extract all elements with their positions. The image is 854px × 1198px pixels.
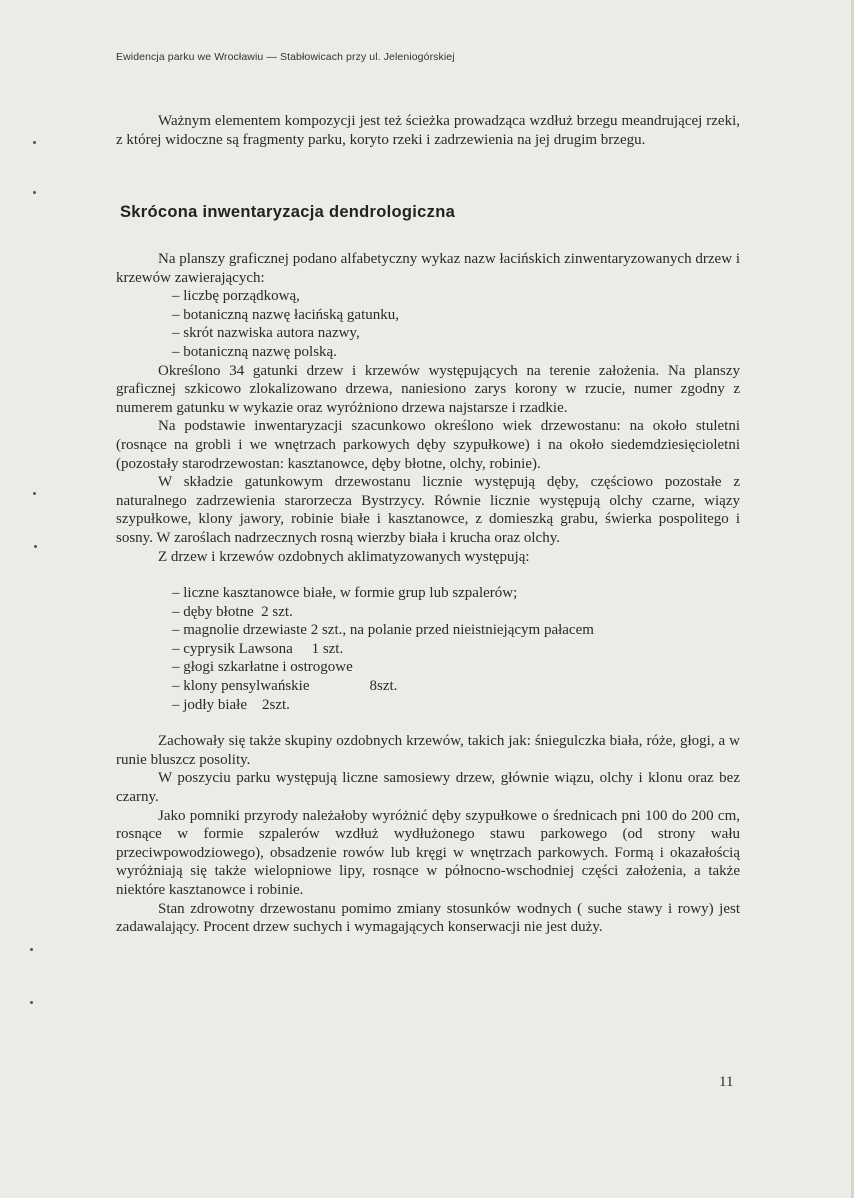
paragraph-species: Określono 34 gatunki drzew i krzewów występujących na terenie założenia. Na planszy graficznej szkicowo zlokalizowano drzewa, naniesiono zarys korony w rzucie, numer zgodny z numerem gatunku w wykazie oraz wyróżniono drzewa najstarsze i rzadkie. bbox=[116, 362, 740, 416]
item-text: – głogi szkarłatne i ostrogowe bbox=[172, 659, 353, 676]
paragraph-monuments: Jako pomniki przyrody należałoby wyróżnić dęby szypułkowe o średnicach pni 100 do 200 cm, rosnące w formie szpalerów wzdłuż wydłużonego stawu parkowego (od strony wału przeciwpowodziowego), obsadzenie rowów lub kręgi w wnętrzach parkowych. Formą i okazałością wyróżniają się także wielopniowe lipy, rosnące w północno-wschodniej części założenia, a także niektóre kasztanowce i robinie. bbox=[116, 807, 740, 898]
item-quantity: 2 szt. bbox=[261, 603, 293, 620]
list-item bbox=[116, 696, 740, 715]
paragraph-composition: W składzie gatunkowym drzewostanu licznie występują dęby, częściowo pozostałe z naturalnego zadrzewienia starorzecza Bystrzycy. Równie licznie występują olchy czarne, wiązy szypułkowe, klony jawory, robinie białe i kasztanowce, z domieszką grabu, świerka pospolitego i sosny. W zaroślach nadrzecznych rosną wierzby biała i krucha oraz olchy. bbox=[116, 474, 740, 546]
paragraph-undergrowth: W poszyciu parku występują liczne samosiewy drzew, głównie wiązu, olchy i klonu oraz bez czarny. bbox=[116, 770, 740, 806]
page-number: 11 bbox=[719, 1074, 734, 1090]
main-text bbox=[116, 250, 740, 937]
list-item bbox=[116, 658, 740, 677]
scan-speck bbox=[33, 492, 36, 495]
paragraph-age: Na podstawie inwentaryzacji szacunkowo określono wiek drzewostanu: na około stuletni (rosnące na grobli i we wnętrzach parkowych dęby szypułkowe) i na około siedemdziesięcioletni (pozostały starodrzewostan: kasztanowce, dęby błotne, olchy, robinie). bbox=[116, 418, 740, 472]
item-text: – dęby błotne bbox=[172, 603, 254, 620]
intro-block bbox=[116, 112, 740, 149]
running-header: Ewidencja parku we Wrocławiu — Stabłowicach przy ul. Jeleniogórskiej bbox=[116, 51, 455, 63]
list-item: – skrót nazwiska autora nazwy, bbox=[172, 325, 360, 342]
scan-speck bbox=[34, 545, 37, 548]
item-text: – jodły białe bbox=[172, 696, 247, 713]
plansza-list bbox=[116, 287, 740, 361]
list-item: – liczbę porządkową, bbox=[172, 288, 300, 305]
list-item: – botaniczną nazwę łacińską gatunku, bbox=[172, 306, 399, 323]
item-quantity: 2szt. bbox=[262, 696, 290, 713]
paragraph-ornamental-intro: Z drzew i krzewów ozdobnych aklimatyzowanych występują: bbox=[158, 548, 530, 565]
paragraph-health: Stan zdrowotny drzewostanu pomimo zmiany stosunków wodnych ( suche stawy i rowy) jest zadawalający. Procent drzew suchych i wymagających konserwacji nie jest duży. bbox=[116, 900, 740, 936]
list-item bbox=[116, 677, 740, 696]
item-text: – liczne kasztanowce białe, w formie grup lub szpalerów; bbox=[172, 585, 518, 602]
scan-speck bbox=[33, 191, 36, 194]
intro-paragraph: Ważnym elementem kompozycji jest też ścieżka prowadząca wzdłuż brzegu meandrującej rzeki, z której widoczne są fragmenty parku, koryto rzeki i zadrzewienia na jej drugim brzegu. bbox=[116, 113, 740, 148]
section-heading: Skrócona inwentaryzacja dendrologiczna bbox=[120, 203, 456, 221]
paragraph-plansza: Na planszy graficznej podano alfabetyczny wykaz nazw łacińskich zinwentaryzowanych drzew i krzewów zawierających: bbox=[116, 251, 740, 286]
ornamental-list bbox=[116, 584, 740, 714]
list-item bbox=[116, 621, 740, 640]
item-quantity: 8szt. bbox=[369, 678, 398, 695]
item-text: – magnolie drzewiaste 2 szt., na polanie przed nieistniejącym pałacem bbox=[172, 622, 594, 639]
paragraph-shrubs: Zachowały się także skupiny ozdobnych krzewów, takich jak: śniegulczka biała, róże, głogi, a w runie bluszcz posolity. bbox=[116, 733, 740, 768]
item-text: – cyprysik Lawsona bbox=[172, 640, 293, 657]
item-text: – klony pensylwańskie bbox=[172, 678, 310, 695]
list-item bbox=[116, 584, 740, 603]
list-item: – botaniczną nazwę polską. bbox=[172, 343, 337, 360]
item-quantity: 1 szt. bbox=[311, 640, 344, 657]
scan-speck bbox=[30, 1001, 33, 1004]
list-item bbox=[116, 640, 740, 659]
scan-speck bbox=[33, 141, 36, 144]
list-item bbox=[116, 603, 740, 622]
scan-speck bbox=[30, 948, 33, 951]
